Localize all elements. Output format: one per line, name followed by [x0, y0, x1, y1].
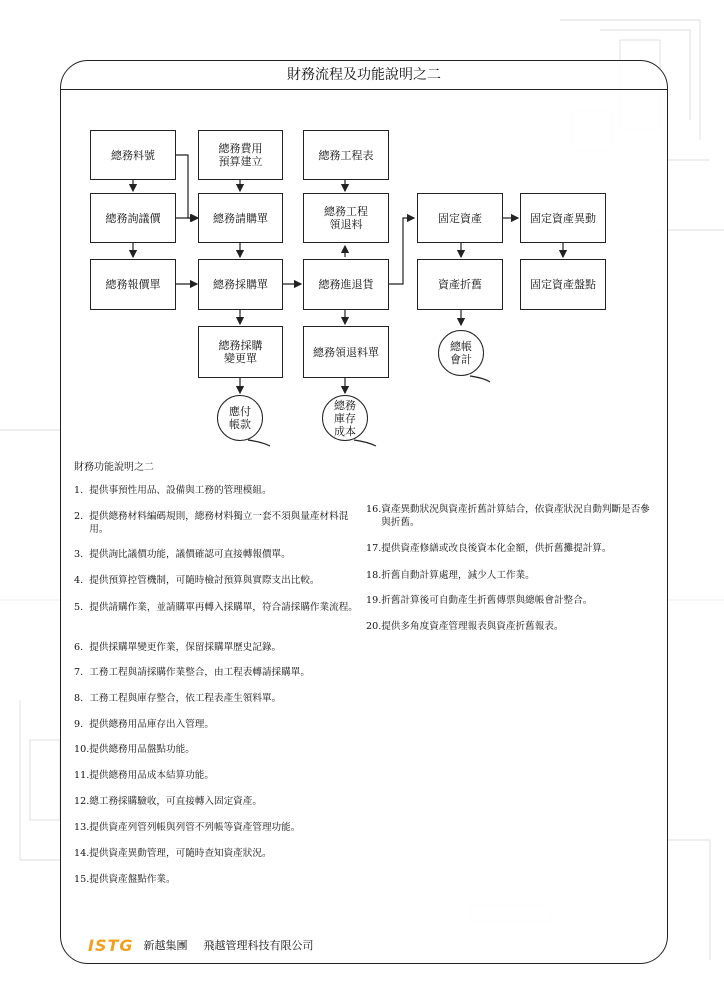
node-general-inquiry: 總務詢議價 — [90, 193, 176, 243]
function-item-text: 提供資產列管列帳與列管不列帳等資產管理功能。 — [89, 822, 301, 833]
group-name: 新越集團 — [143, 939, 188, 952]
function-item-text: 提供總務用品庫存出入管理。 — [89, 719, 214, 730]
function-item-text: 提供資產異動管理，可隨時查知資產狀況。 — [89, 848, 272, 859]
node-general-ledger: 總帳 會計 — [438, 330, 484, 376]
node-fixed-assets: 固定資產 — [417, 193, 503, 243]
function-item-text: 總工務採購驗收，可直接轉入固定資產。 — [89, 796, 262, 807]
function-item — [74, 821, 358, 834]
function-item-number: 16. — [366, 504, 382, 515]
node-inventory-cost: 總務 庫存 成本 — [322, 395, 368, 441]
circle-tail-c3 — [354, 440, 376, 446]
function-item-text: 提供採購單變更作業，保留採購單歷史記錄。 — [89, 642, 282, 653]
function-item-text: 提供詢比議價功能，議價確認可直接轉報價單。 — [89, 549, 291, 560]
company-name: 飛越管理科技有限公司 — [203, 939, 314, 952]
function-item-text: 提供預算控管機制，可隨時檢討預算與實際支出比較。 — [89, 575, 320, 586]
node-fixed-asset-count: 固定資產盤點 — [520, 259, 606, 310]
function-item-number: 8. — [74, 693, 90, 704]
node-general-requisition: 總務請購單 — [198, 193, 283, 243]
node-general-quotation: 總務報價單 — [90, 259, 176, 310]
function-item-text: 提供請購作業，並請購單再轉入採購單，符合請採購作業流程。 — [89, 602, 358, 613]
node-general-purchase-order: 總務採購單 — [198, 259, 283, 310]
function-item-number: 2. — [74, 511, 90, 522]
function-item — [366, 594, 656, 607]
node-fixed-asset-change: 固定資產異動 — [520, 193, 606, 243]
section-title: 財務功能說明之二 — [74, 462, 154, 473]
function-item-text: 工務工程與請採購作業整合，由工程表轉請採購單。 — [89, 667, 310, 678]
function-item-number: 7. — [74, 667, 90, 678]
circle-tail-c1 — [470, 376, 490, 382]
node-purchase-change-order: 總務採購 變更單 — [198, 326, 283, 378]
function-item — [74, 795, 358, 808]
function-item — [74, 692, 358, 705]
function-item — [74, 548, 358, 561]
function-item-text: 提供資產盤點作業。 — [89, 874, 176, 885]
function-item-number: 18. — [366, 570, 382, 581]
function-item — [74, 510, 358, 536]
function-item — [74, 718, 358, 731]
node-accounts-payable: 應付 帳款 — [217, 395, 263, 441]
function-item-number: 12. — [74, 796, 90, 807]
function-item — [74, 873, 358, 886]
function-item — [366, 503, 656, 529]
function-item — [74, 601, 358, 614]
function-item-number: 10. — [74, 744, 90, 755]
function-item-number: 17. — [366, 543, 382, 554]
function-item-number: 13. — [74, 822, 90, 833]
function-item — [74, 769, 358, 782]
function-item-text: 提供資產修繕或改良後資本化金額，供折舊攤提計算。 — [381, 543, 612, 554]
function-item — [366, 620, 656, 633]
arrow-n1-n5 — [176, 155, 198, 218]
function-item — [74, 666, 358, 679]
function-item — [74, 641, 358, 654]
node-general-material-slip: 總務領退料單 — [303, 326, 389, 378]
function-item-number: 19. — [366, 595, 382, 606]
function-item — [366, 569, 656, 582]
function-item-text: 提供多角度資產管理報表與資產折舊報表。 — [381, 621, 564, 632]
function-item-text: 提供總務用品成本結算功能。 — [89, 770, 214, 781]
function-item-number: 9. — [74, 719, 90, 730]
arrow-n11-n7 — [389, 218, 414, 284]
node-asset-depreciation: 資產折舊 — [417, 259, 503, 310]
page-title: 財務流程及功能說明之二 — [61, 61, 667, 90]
function-item — [366, 542, 656, 555]
function-item-text: 提供總務材料編碼規則，總務材料獨立一套不須與量產材料混用。 — [89, 511, 349, 535]
function-item-number: 1. — [74, 485, 90, 496]
function-item-number: 14. — [74, 848, 90, 859]
function-item — [74, 484, 358, 497]
node-general-receiving: 總務進退貨 — [303, 259, 389, 310]
circle-tail-c2 — [248, 440, 270, 446]
function-item-number: 5. — [74, 602, 90, 613]
footer — [88, 936, 330, 954]
function-item-text: 提供總務用品盤點功能。 — [89, 744, 195, 755]
node-general-project-sheet: 總務工程表 — [303, 130, 389, 180]
node-general-project-material: 總務工程 領退料 — [303, 193, 389, 243]
function-item-text: 折舊自動計算處理，減少人工作業。 — [381, 570, 535, 581]
function-item-number: 20. — [366, 621, 382, 632]
function-item-number: 6. — [74, 642, 90, 653]
function-item-number: 3. — [74, 549, 90, 560]
function-item-text: 資產異動狀況與資產折舊計算結合，依資產狀況自動判斷是否參與折舊。 — [381, 504, 650, 528]
function-item-text: 折舊計算後可自動產生折舊傳票與總帳會計整合。 — [381, 595, 593, 606]
function-item-number: 4. — [74, 575, 90, 586]
node-general-expense-budget: 總務費用 預算建立 — [198, 130, 283, 180]
function-item-text: 工務工程與庫存整合，依工程表產生領料單。 — [89, 693, 282, 704]
function-item — [74, 847, 358, 860]
function-item — [74, 743, 358, 756]
function-item — [74, 574, 358, 587]
function-item-text: 提供事預性用品、設備與工務的管理模組。 — [89, 485, 272, 496]
istg-logo: ISTG — [88, 935, 134, 955]
function-item-number: 15. — [74, 874, 90, 885]
node-general-material-code: 總務料號 — [90, 130, 176, 180]
function-item-number: 11. — [74, 770, 90, 781]
